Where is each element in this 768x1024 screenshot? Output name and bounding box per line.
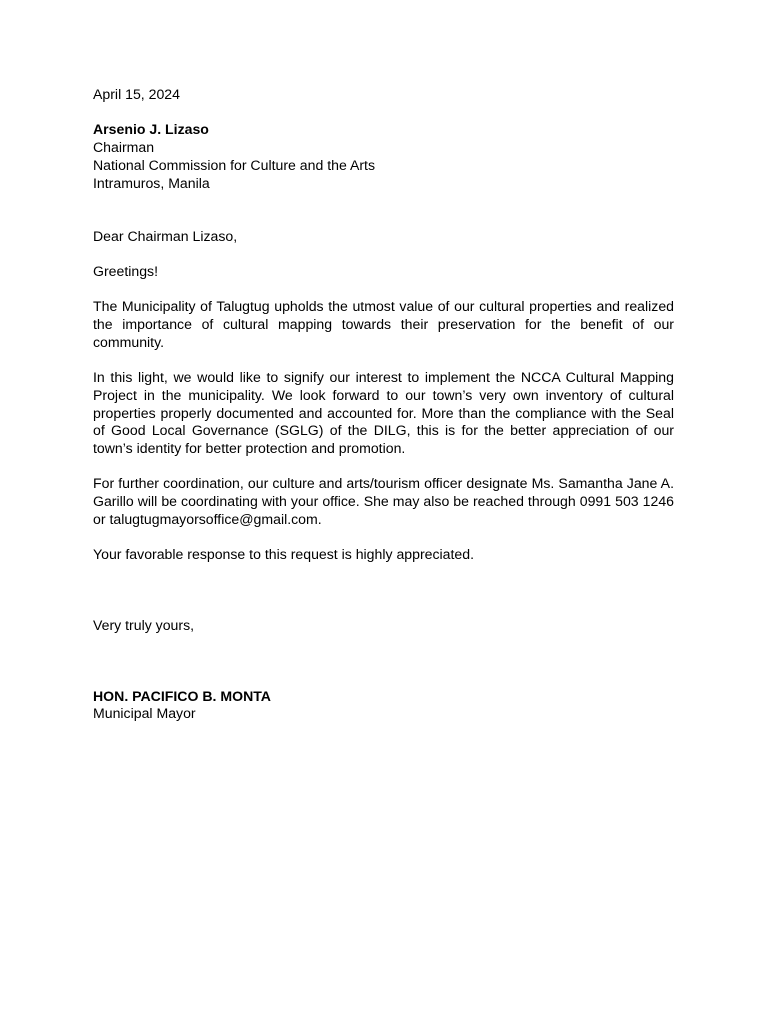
paragraph-intro: The Municipality of Talugtug upholds the utmost value of our cultural properties and realized the importance of cultural mapping towards their preservation for the benefit of our community. — [93, 298, 674, 350]
recipient-title: Chairman — [93, 139, 155, 156]
recipient-name: Arsenio J. Lizaso — [93, 121, 209, 138]
letter-body — [93, 86, 674, 723]
recipient-block — [93, 121, 674, 192]
signature-block — [93, 688, 674, 723]
signatory-title: Municipal Mayor — [93, 705, 196, 722]
recipient-organization: National Commission for Culture and the Arts — [93, 156, 375, 173]
greeting: Greetings! — [93, 262, 159, 279]
paragraph-request: Your favorable response to this request is highly appreciated. — [93, 546, 475, 563]
salutation: Dear Chairman Lizaso, — [93, 227, 238, 244]
paragraph-coordination: For further coordination, our culture and arts/tourism officer designate Ms. Samantha Jane A. Garillo will be coordinating with your office. She may also be reached through 0991 503 1246 or talugtugmayorsoffice@gmail.com. — [93, 475, 674, 527]
closing: Very truly yours, — [93, 616, 195, 633]
recipient-address: Intramuros, Manila — [93, 174, 210, 191]
letter-date: April 15, 2024 — [93, 86, 180, 102]
paragraph-interest: In this light, we would like to signify our interest to implement the NCCA Cultural Mapping Project in the municipality. We look forward to our town’s very own inventory of cultural properties properly documented and accounted for. More than the compliance with the Seal of Good Local Governance (SGLG) of the DILG, this is for the better appreciation of our town’s identity for better protection and promotion. — [93, 369, 674, 456]
signatory-name: HON. PACIFICO B. MONTA — [93, 687, 271, 704]
